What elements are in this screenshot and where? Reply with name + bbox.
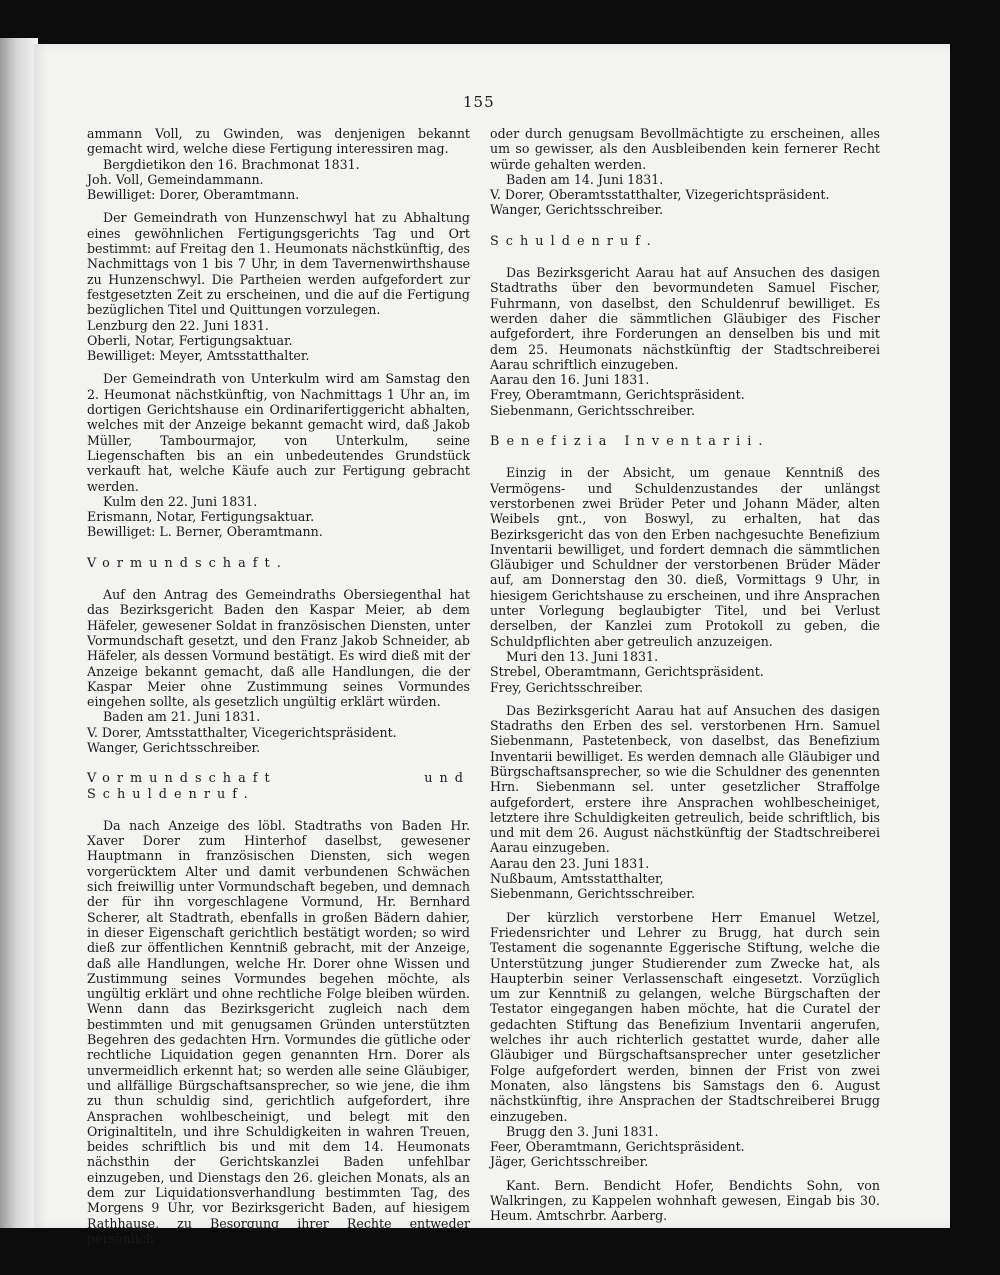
section-heading: Vormundschaft. bbox=[87, 555, 288, 571]
notice-signature: Strebel, Oberamtmann, Gerichtspräsident. bbox=[490, 664, 764, 680]
notice-paragraph: oder durch genugsam Bevollmächtigte zu erscheinen, alles um so gewisser, als den Ausbleibenden kein fernerer Recht würde gehalten werden. bbox=[490, 126, 880, 172]
notice-approval: Bewilliget: Meyer, Amtsstatthalter. bbox=[87, 348, 310, 364]
notice-date: Kulm den 22. Juni 1831. bbox=[103, 493, 258, 509]
section-heading: Vormundschaft und Schuldenruf. bbox=[87, 771, 470, 802]
notice-date: Aarau den 23. Juni 1831. bbox=[490, 855, 650, 871]
notice-signature: Frey, Oberamtmann, Gerichtspräsident. bbox=[490, 387, 745, 403]
page-number: 155 bbox=[463, 93, 495, 111]
right-column bbox=[490, 126, 880, 1224]
notice-paragraph: Einzig in der Absicht, um genaue Kenntniß des Vermögens- und Schuldenzustandes der unlängst verstorbenen zwei Brüder Peter und Johann Mäder, alten Weibels gnt., von Boswyl, zu erhalten, hat das Bezirksgericht das von den Erben nachgesuchte Benefizium Inventarii bewilliget, und fordert demnach die sämmtlichen Gläubiger und Schuldner der verstorbenen Brüder Mäder auf, am Donnerstag den 30. dieß, Vormittags 9 Uhr, in hiesigem Gerichtshause zu erscheinen, und ihre Ansprachen unter Vorlegung beglaubigter Titel, und bei Verlust derselben, der Kanzlei zum Protokoll zu geben, die Schuldpflichten aber getreulich anzuzeigen. bbox=[490, 465, 880, 649]
notice-signature: Joh. Voll, Gemeindammann. bbox=[87, 171, 264, 187]
notice-date: Baden am 21. Juni 1831. bbox=[103, 709, 261, 725]
notice-date: Bergdietikon den 16. Brachmonat 1831. bbox=[103, 156, 360, 172]
notice-signature: Siebenmann, Gerichtsschreiber. bbox=[490, 402, 695, 418]
notice-paragraph: Kant. Bern. Bendicht Hofer, Bendichts Sohn, von Walkringen, zu Kappelen wohnhaft gewesen, Eingab bis 30. Heum. Amtschrbr. Aarberg. bbox=[490, 1177, 880, 1224]
notice-paragraph: Der Gemeindrath von Unterkulm wird am Samstag den 2. Heumonat nächstkünftig, von Nachmittags 1 Uhr an, im dortigen Gerichtshause ein Ordinarifertiggericht abhalten, welches mit der Anzeige bekannt gemacht wird, daß Jakob Müller, Tambourmajor, von Unterkulm, seine Liegenschaften bis an ein unbedeutendes Grundstück verkauft hat, welche Käufe auch zur Fertigung gebracht werden. bbox=[87, 371, 470, 494]
notice-paragraph: Das Bezirksgericht Aarau hat auf Ansuchen des dasigen Stadtraths über den bevormundeten Samuel Fischer, Fuhrmann, von daselbst, den Schuldenruf bewilliget. Es werden daher die sämmtlichen Gläubiger des Fischer aufgefordert, ihre Forderungen an denselben bis und mit dem 25. Heumonats nächstkünftig der Stadtschreiberei Aarau schriftlich einzugeben. bbox=[490, 265, 880, 372]
section-heading: Schuldenruf. bbox=[490, 233, 658, 249]
notice-date: Baden am 14. Juni 1831. bbox=[506, 171, 664, 187]
notice-approval: Bewilliget: Dorer, Oberamtmann. bbox=[87, 187, 300, 203]
notice-signature: Jäger, Gerichtsschreiber. bbox=[490, 1154, 649, 1170]
notice-paragraph: Der Gemeindrath von Hunzenschwyl hat zu Abhaltung eines gewöhnlichen Fertigungsgerichts Tag und Ort bestimmt: auf Freitag den 1. Heumonats nächstkünftig, des Nachmittags von 1 bis 7 Uhr, in dem Tavernenwirthshause zu Hunzenschwyl. Die Partheien werden aufgefordert zur festgesetzten Zeit zu erscheinen, und die auf die Fertigung bezüglichen Titel und Quittungen vorzulegen. bbox=[87, 210, 470, 318]
notice-date: Lenzburg den 22. Juni 1831. bbox=[87, 317, 269, 333]
section-heading: Benefizia Inventarii. bbox=[490, 434, 770, 450]
notice-approval: Bewilliget: L. Berner, Oberamtmann. bbox=[87, 524, 323, 540]
notice-paragraph: Da nach Anzeige des löbl. Stadtraths von Baden Hr. Xaver Dorer zum Hinterhof daselbst, gewesener Hauptmann in französischen Diensten, sich wegen vorgerücktem Alter und damit verbundenen Schwächen sich freiwillig unter Vormundschaft begeben, und demnach der für ihn vorgeschlagene Vormund, Hr. Bernhard Scherer, alt Stadtrath, ebenfalls in großen Bädern dahier, in dieser Eigenschaft gerichtlich bestätigt worden; so wird dieß zur öffentlichen Kenntniß gebracht, mit der Anzeige, daß alle Handlungen, welche Hr. Dorer ohne Wissen und Zustimmung seines Vormundes begehen möchte, als ungültig erklärt und ohne rechtliche Folge bleiben würden. Wenn dann das Bezirksgericht zugleich nach dem bestimmten und mit genugsamen Gründen unterstützten Begehren des gedachten Hrn. Vormundes die gütliche oder rechtliche Liquidation gegen genannten Hrn. Dorer als unvermeidlich erkennt hat; so werden alle seine Gläubiger, und allfällige Bürgschaftsansprecher, so wie jene, die ihm zu thun schuldig sind, gerichtlich aufgefordert, ihre Ansprachen wohlbescheinigt, und belegt mit den Originaltiteln, und ihre Schuldigkeiten in wahren Treuen, beides schriftlich bis und mit dem 14. Heumonats nächsthin der Gerichtskanzlei Baden unfehlbar einzugeben, und Dienstags den 26. gleichen Monats, als an dem zur Liquidationsverhandlung bestimmten Tag, des Morgens 9 Uhr, vor Bezirksgericht Baden, auf hiesigem Rathhause, zu Besorgung ihrer Rechte entweder persönlich bbox=[87, 817, 470, 1246]
notice-signature: Nußbaum, Amtsstatthalter, bbox=[490, 871, 664, 887]
notice-signature: Wanger, Gerichtsschreiber. bbox=[87, 739, 261, 755]
notice-paragraph: Der kürzlich verstorbene Herr Emanuel Wetzel, Friedensrichter und Lehrer zu Brugg, hat durch sein Testament die sogenannte Eggerische Stiftung, welche die Unterstützung junger Studierender zum Zwecke hat, als Haupterbin seiner Verlassenschaft eingesetzt. Vorzüglich um zur Kenntniß zu gelangen, welche Bürgschaften der Testator eingegangen haben möchte, hat die Curatel der gedachten Stiftung das Benefizium Inventarii angerufen, welches ihr auch richterlich gestattet wurde, daher alle Gläubiger und Bürgschaftsansprecher unter gesetzlicher Folge aufgefordert werden, binnen der Frist von zwei Monaten, also längstens bis Samstags den 6. August nächstkünftig, ihre Ansprachen der Stadtschreiberei Brugg einzugeben. bbox=[490, 909, 880, 1124]
notice-signature: Feer, Oberamtmann, Gerichtspräsident. bbox=[490, 1139, 745, 1155]
notice-signature: Oberli, Notar, Fertigungsaktuar. bbox=[87, 332, 293, 348]
notice-date: Aarau den 16. Juni 1831. bbox=[490, 372, 650, 388]
notice-paragraph: Das Bezirksgericht Aarau hat auf Ansuchen des dasigen Stadraths den Erben des sel. verstorbenen Hrn. Samuel Siebenmann, Pastetenbeck, von daselbst, das Benefizium Inventarii bewilliget. Es werden demnach alle Gläubiger und Bürgschaftsansprecher, so wie die Schuldner des genennten Hrn. Siebenmann sel. unter gesetzlicher Straffolge aufgefordert, erstere ihre Ansprachen wohlbescheiniget, letztere ihre Schuldigkeiten getreulich, beide schriftlich, bis und mit dem 26. August nächstkünftig der Stadtschreiberei Aarau einzugeben. bbox=[490, 702, 880, 856]
notice-signature: V. Dorer, Oberamtsstatthalter, Vizegerichtspräsident. bbox=[490, 187, 830, 203]
left-column bbox=[87, 126, 470, 1246]
notice-paragraph: Auf den Antrag des Gemeindraths Obersiegenthal hat das Bezirksgericht Baden den Kaspar Meier, ab dem Häfeler, gewesener Soldat in französischen Diensten, unter Vormundschaft gesetzt, und den Franz Jakob Schneider, ab Häfeler, als dessen Vormund bestätigt. Es wird dieß mit der Anzeige bekannt gemacht, daß alle Handlungen, die der Kaspar Meier ohne Zustimmung seines Vormundes eingehen sollte, als gesetzlich ungültig erklärt würden. bbox=[87, 587, 470, 710]
notice-signature: Erismann, Notar, Fertigungsaktuar. bbox=[87, 509, 315, 525]
book-spine bbox=[0, 38, 38, 1228]
notice-signature: Wanger, Gerichtsschreiber. bbox=[490, 202, 664, 218]
notice-date: Brugg den 3. Juni 1831. bbox=[506, 1123, 659, 1139]
notice-signature: Frey, Gerichtsschreiber. bbox=[490, 679, 644, 695]
notice-date: Muri den 13. Juni 1831. bbox=[506, 648, 659, 664]
notice-signature: Siebenmann, Gerichtsschreiber. bbox=[490, 886, 695, 902]
notice-paragraph: ammann Voll, zu Gwinden, was denjenigen bekannt gemacht wird, welche diese Fertigung interessiren mag. bbox=[87, 126, 470, 157]
notice-signature: V. Dorer, Amtsstatthalter, Vicegerichtspräsident. bbox=[87, 724, 397, 740]
